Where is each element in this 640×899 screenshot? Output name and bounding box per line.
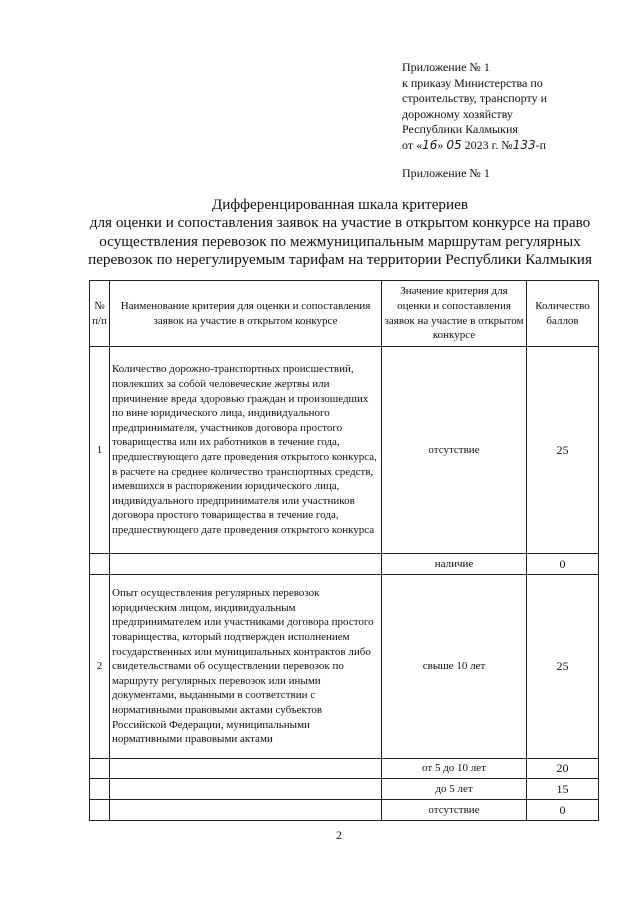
annex-line-1: Приложение № 1 — [402, 60, 490, 74]
criterion-name — [110, 779, 382, 800]
order-suffix: -п — [535, 137, 547, 152]
row-number — [90, 759, 110, 779]
header-no: № п/п — [90, 281, 110, 347]
row-number: 1 — [90, 347, 110, 554]
annex-line-3: строительству, транспорту и — [402, 91, 548, 106]
row-number — [90, 779, 110, 800]
handwritten-number: 133 — [512, 137, 536, 152]
date-prefix: от « — [402, 137, 423, 152]
annex-label: Приложение № 1 — [402, 166, 490, 180]
row-number: 2 — [90, 575, 110, 759]
criterion-name: Опыт осуществления регулярных перевозок юридическим лицом, индивидуальным предпринимателем или участниками договора простого товарищества, который подтвержден исполнением государственных или муниципальных контрактов либо свидетельствами об осуществлении перевозок по маршруту регулярных перевозок или иными документами, выданными в соответствии с нормативными правовыми актами субъектов Российской Федерации, муниципальными нормативными правовыми актами — [110, 575, 382, 759]
table-header-row — [90, 281, 599, 347]
table-row — [90, 779, 599, 800]
page-number: 2 — [336, 828, 342, 842]
criterion-points: 20 — [527, 759, 599, 779]
criterion-points: 0 — [527, 554, 599, 575]
handwritten-month: 05 — [446, 137, 462, 152]
title-line-4: перевозок по нерегулируемым тарифам на территории Республики Калмыкия — [88, 251, 592, 269]
criterion-value: свыше 10 лет — [382, 575, 527, 759]
table-row — [90, 800, 599, 821]
title-line-2: для оценки и сопоставления заявок на участие в открытом конкурсе на право — [89, 214, 591, 232]
criterion-points: 15 — [527, 779, 599, 800]
criterion-name — [110, 800, 382, 821]
annex-date-line — [402, 138, 602, 154]
criteria-table — [89, 280, 599, 821]
criterion-name — [110, 554, 382, 575]
criterion-value: до 5 лет — [382, 779, 527, 800]
criterion-value: от 5 до 10 лет — [382, 759, 527, 779]
criterion-name — [110, 759, 382, 779]
criterion-name: Количество дорожно-транспортных происшествий, повлекших за собой человеческие жертвы или причинение вреда здоровью граждан и произошедших по вине юридического лица, индивидуального предпринимателя, участников договора простого товарищества или их работников в течение года, предшествующего дате проведения открытого конкурса, в расчете на среднее количество транспортных средств, имевшихся в распоряжении юридического лица, индивидуального предпринимателя или участников договора простого товарищества в течение года, предшествующего дате проведения открытого конкурса — [110, 347, 382, 554]
annex-block — [402, 60, 602, 154]
criterion-points: 0 — [527, 800, 599, 821]
header-value: Значение критерия для оценки и сопоставления заявок на участие в открытом конкурсе — [382, 281, 527, 347]
row-number — [90, 554, 110, 575]
table-row — [90, 554, 599, 575]
title-line-3: осуществления перевозок по межмуниципальным маршрутам регулярных — [99, 232, 581, 250]
annex-line-4: дорожному хозяйству — [402, 106, 513, 121]
date-year: 2023 г. № — [461, 137, 513, 152]
annex-line-2: к приказу Министерства по — [402, 75, 543, 90]
header-points: Количество баллов — [527, 281, 599, 347]
date-mid: » — [437, 137, 447, 152]
table-row — [90, 759, 599, 779]
handwritten-day: 16 — [422, 137, 438, 152]
criterion-value: отсутствие — [382, 800, 527, 821]
criterion-points: 25 — [527, 575, 599, 759]
table-row — [90, 575, 599, 759]
criterion-points: 25 — [527, 347, 599, 554]
document-title — [60, 196, 620, 270]
annex-line-5: Республики Калмыкия — [402, 122, 518, 137]
title-line-1: Дифференцированная шкала критериев — [211, 196, 469, 213]
criterion-value: наличие — [382, 554, 527, 575]
header-name: Наименование критерия для оценки и сопоставления заявок на участие в открытом конкурсе — [110, 281, 382, 347]
criterion-value: отсутствие — [382, 347, 527, 554]
row-number — [90, 800, 110, 821]
table-row — [90, 347, 599, 554]
